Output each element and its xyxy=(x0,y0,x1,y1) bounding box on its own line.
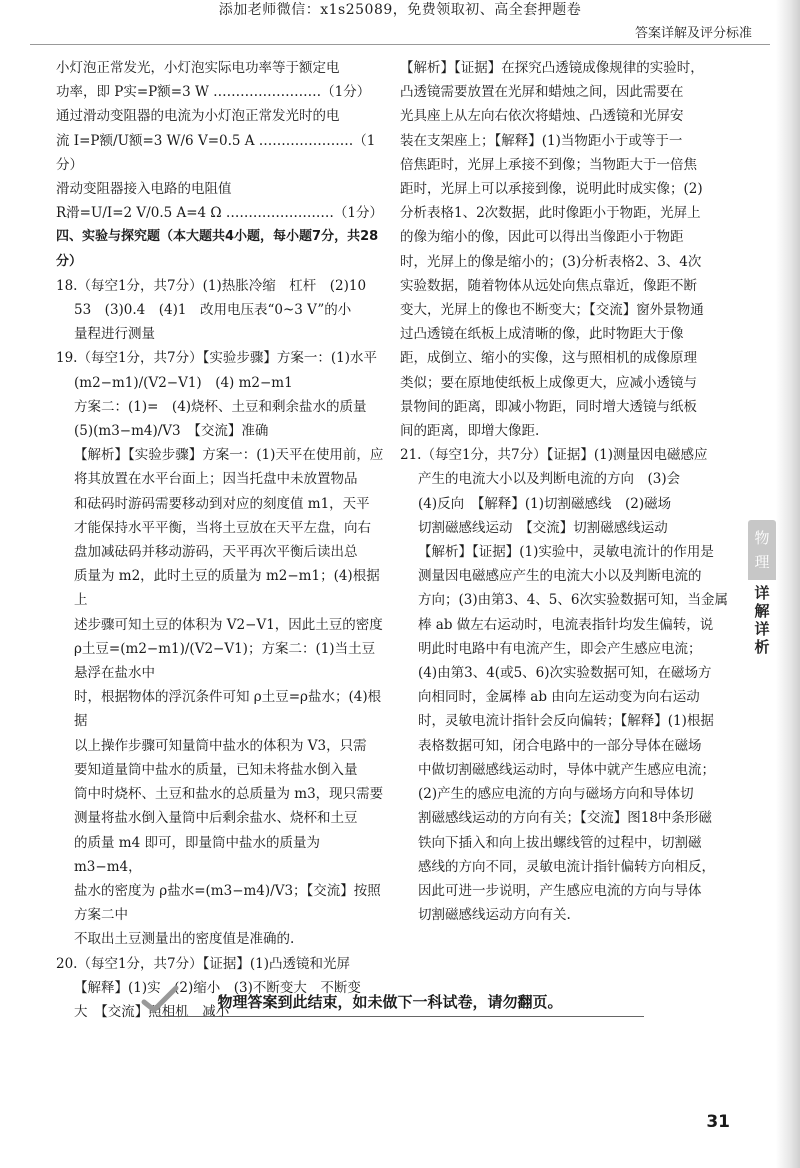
formula-line: ρ土豆=(m2−m1)/(V2−V1)；方案二：(1)当土豆悬浮在盐水中 xyxy=(74,640,376,682)
text-line: 棒 ab 做左右运动时，电流表指针均发生偏转，说 xyxy=(418,616,714,633)
text-line: 通过滑动变阻器的电流为小灯泡正常发光时的电 xyxy=(56,108,340,125)
text-line: 距时，光屏上可以承接到像，说明此时成实像；(2) xyxy=(400,181,703,198)
formula-line: (m2−m1)/(V2−V1) (4) m2−m1 xyxy=(74,374,293,391)
text-line: 测量将盐水倒入量筒中后剩余盐水、烧杯和土豆 xyxy=(74,810,358,827)
end-note: 物理答案到此结束，如未做下一科试卷，请勿翻页。 xyxy=(217,993,563,1011)
text-line: 装在支架座上；【解释】(1)当物距小于或等于一 xyxy=(400,132,683,149)
text-line: 【解析】【证据】在探究凸透镜成像规律的实验时， xyxy=(400,60,704,76)
text-line: 时，光屏上的像是缩小的；(3)分析表格2、3、4次 xyxy=(400,253,702,270)
end-rule xyxy=(156,1016,644,1017)
text-line: 述步骤可知土豆的体积为 V2−V1，因此土豆的密度 xyxy=(74,616,383,633)
question-19-answer: 19.（每空1分，共7分）【实验步骤】方案一：(1)水平 xyxy=(56,350,378,367)
section-heading: 四、实验与探究题（本大题共4小题，每小题7分，共28分） xyxy=(56,229,379,269)
text-line: 变大，光屏上的像也不断变大；【交流】窗外景物通 xyxy=(400,302,704,319)
text-line: 方案二：(1)= (4)烧杯、土豆和剩余盐水的质量 xyxy=(74,398,367,415)
text-line: 和砝码时游码需要移动到对应的刻度值 m1，天平 xyxy=(74,495,370,512)
formula-line: R滑=U/I=2 V/0.5 A=4 Ω ……………………（1分） xyxy=(56,205,383,222)
text-line: 明此时电路中有电流产生，即会产生感应电流； xyxy=(418,640,702,657)
question-18-answer: 18.（每空1分，共7分）(1)热胀冷缩 杠杆 (2)10 xyxy=(56,277,367,294)
text-line: 铁向下插入和向上拔出螺线管的过程中，切割磁 xyxy=(418,834,702,851)
text-line: 表格数据可知，闭合电路中的一部分导体在磁场 xyxy=(418,737,702,754)
text-line: 中做切割磁感线运动时，导体中就产生感应电流； xyxy=(418,761,715,778)
text-line: 产生的电流大小以及判断电流的方向 (3)会 xyxy=(418,471,681,488)
formula-line: 流 I=P额/U额=3 W/6 V=0.5 A …………………（1分） xyxy=(56,132,376,173)
text-line: 向相同时，金属棒 ab 由向左运动变为向右运动 xyxy=(418,689,700,706)
text-line: 间的距离，即增大像距. xyxy=(400,423,540,440)
text-line: (2)产生的感应电流的方向与磁场方向和导体切 xyxy=(418,786,694,803)
text-line: 倍焦距时，光屏上承接不到像；当物距大于一倍焦 xyxy=(400,156,697,173)
subject-side-tab xyxy=(748,520,776,656)
question-21-answer: 21.（每空1分，共7分）【证据】(1)测量因电磁感应 xyxy=(400,447,708,464)
text-line: 实验数据，随着物体从远处向焦点靠近，像距不断 xyxy=(400,277,697,294)
subject-label: 物理 xyxy=(748,520,776,580)
text-line: (4)反向 【解释】(1)切割磁感线 (2)磁场 xyxy=(418,495,672,512)
text-line: 分析表格1、2次数据，此时像距小于物距，光屏上 xyxy=(400,205,701,222)
text-line: 【解析】【证据】(1)实验中，灵敏电流计的作用是 xyxy=(418,544,714,561)
text-line: 光具座上从左向右依次将蜡烛、凸透镜和光屏安 xyxy=(400,108,684,125)
text-line: 的像为缩小的像，因此可以得出当像距小于物距 xyxy=(400,229,684,246)
left-column xyxy=(56,56,386,1024)
text-line: 滑动变阻器接入电路的电阻值 xyxy=(56,181,232,198)
text-line: 不取出土豆测量出的密度值是准确的. xyxy=(74,931,295,948)
text-line: 的质量 m4 即可，即量筒中盐水的质量为 m3−m4， xyxy=(74,834,320,875)
text-line: 【解析】【实验步骤】方案一：(1)天平在使用前，应 xyxy=(74,447,384,464)
text-line: 以上操作步骤可知量筒中盐水的体积为 V3，只需 xyxy=(74,737,367,754)
text-line: (4)由第3、4(或5、6)次实验数据可知，在磁场方 xyxy=(418,665,712,682)
text-line: 才能保持水平平衡，当将土豆放在天平左盘，向右 xyxy=(74,519,371,536)
text-line: 景物间的距离，即减小物距，同时增大透镜与纸板 xyxy=(400,398,697,415)
text-line: 功率，即 P实=P额=3 W ……………………（1分） xyxy=(56,84,371,101)
text-line: 时，灵敏电流计指针会反向偏转；【解释】(1)根据 xyxy=(418,713,714,730)
text-line: 盘加减砝码并移动游码，天平再次平衡后读出总 xyxy=(74,544,358,561)
section-label: 详解详析 xyxy=(748,580,776,644)
text-line: 量程进行测量 xyxy=(74,326,155,343)
right-column xyxy=(400,56,740,927)
text-line: 53 (3)0.4 (4)1 改用电压表“0~3 V”的小 xyxy=(74,302,352,319)
text-line: 切割磁感线运动 【交流】切割磁感线运动 xyxy=(418,519,668,536)
text-line: 距，成倒立、缩小的实像，这与照相机的成像原理 xyxy=(400,350,697,367)
header-rule xyxy=(30,44,770,45)
formula-line: (5)(m3−m4)/V3 【交流】准确 xyxy=(74,423,269,440)
formula-line: 盐水的密度为 ρ盐水=(m3−m4)/V3；【交流】按照方案二中 xyxy=(74,882,381,924)
text-line: 将其放置在水平台面上；因当托盘中未放置物品 xyxy=(74,471,358,488)
page-number: 31 xyxy=(706,1112,730,1132)
text-line: 切割磁感线运动方向有关. xyxy=(418,907,571,924)
watermark-banner: 添加老师微信：x1s25089，免费领取初、高全套押题卷 xyxy=(218,2,582,18)
text-line: 割磁感线运动的方向有关；【交流】图18中条形磁 xyxy=(418,810,712,827)
text-line: 时，根据物体的浮沉条件可知 ρ土豆=ρ盐水；(4)根据 xyxy=(74,689,382,730)
text-line: 要知道量筒中盐水的质量，已知未将盐水倒入量 xyxy=(74,761,358,778)
text-line: 小灯泡正常发光，小灯泡实际电功率等于额定电 xyxy=(56,60,340,76)
page-curl-shadow xyxy=(776,0,800,1168)
text-line: 感线的方向不同，灵敏电流计指针偏转方向相反， xyxy=(418,858,715,875)
text-line: 因此可进一步说明，产生感应电流的方向与导体 xyxy=(418,882,702,899)
text-line: 凸透镜需要放置在光屏和蜡烛之间，因此需要在 xyxy=(400,84,684,101)
text-line: 测量因电磁感应产生的电流大小以及判断电流的 xyxy=(418,568,702,585)
question-20-answer: 20.（每空1分，共7分）【证据】(1)凸透镜和光屏 xyxy=(56,955,351,972)
text-line: 过凸透镜在纸板上成清晰的像，此时物距大于像 xyxy=(400,326,684,343)
text-line: 方向；(3)由第3、4、5、6次实验数据可知，当金属 xyxy=(418,592,728,609)
text-line: 大 【交流】照相机 减小 xyxy=(74,1003,230,1020)
text-line: 筒中时烧杯、土豆和盐水的总质量为 m3，现只需要 xyxy=(74,786,384,803)
text-line: 【解释】(1)实 (2)缩小 (3)不断变大 不断变 xyxy=(74,979,361,996)
text-line: 类似；要在原地使纸板上成像更大，应减小透镜与 xyxy=(400,374,697,391)
text-line: 质量为 m2，此时土豆的质量为 m2−m1；(4)根据上 xyxy=(74,568,380,609)
running-header: 答案详解及评分标准 xyxy=(634,26,752,41)
